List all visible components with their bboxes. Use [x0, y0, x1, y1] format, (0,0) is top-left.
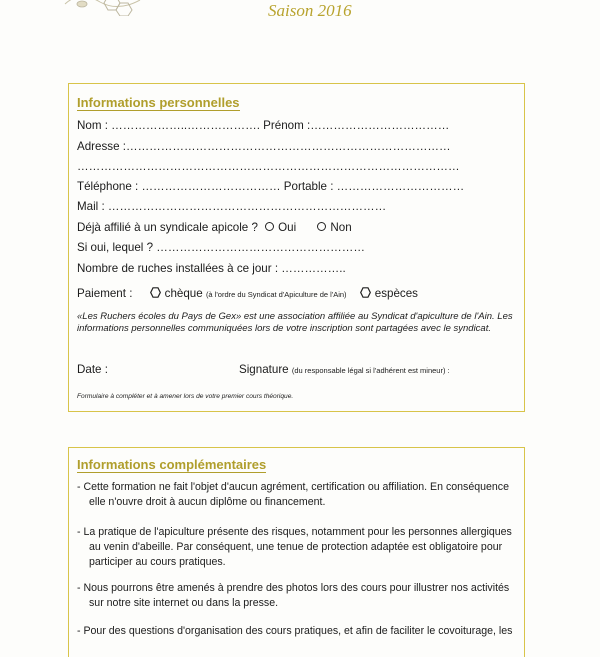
list-item-text: - Pour des questions d'organisation des cours pratiques, et afin de faciliter le covoiturage, les: [77, 625, 513, 637]
hexagon-checkbox-icon[interactable]: [360, 287, 371, 298]
radio-oui[interactable]: [265, 222, 274, 231]
payment-cheque-option[interactable]: [136, 287, 347, 302]
complementary-info-title: Informations complémentaires: [77, 457, 267, 472]
syndicate-name-field[interactable]: Si oui, lequel ? ………………………………………………: [77, 241, 365, 254]
payment-label: Paiement :: [77, 287, 133, 300]
list-item-text: - Cette formation ne fait l'objet d'aucun agrément, certification ou affiliation. En conséquence: [77, 481, 509, 493]
association-note: «Les Ruchers écoles du Pays de Gex» est une association affiliée au Syndicat d'apiculture de l'Ain. Les informations personnelles communiquées lors de votre inscription sont partagées avec le syndicat.: [77, 311, 513, 334]
list-item-continuation: sur notre site internet ou dans la presse.: [89, 597, 279, 609]
list-item: [77, 581, 517, 611]
list-item-text: - La pratique de l'apiculture présente des risques, notamment pour les personnes allergiques: [77, 526, 512, 538]
list-item: [77, 480, 517, 510]
especes-label: espèces: [374, 287, 418, 300]
complementary-info-section: [68, 447, 525, 657]
list-item: [77, 624, 517, 639]
hexagon-checkbox-icon[interactable]: [150, 287, 161, 298]
radio-non[interactable]: [317, 222, 326, 231]
bee-hive-logo: [60, 0, 150, 16]
phone-field[interactable]: Téléphone : ……………………………… Portable : ……………………………: [77, 180, 465, 193]
oui-label: Oui: [278, 221, 297, 234]
season-title: Saison 2016: [268, 1, 352, 20]
payment-especes-option[interactable]: [350, 287, 418, 301]
personal-info-section: [68, 83, 525, 412]
signature-row[interactable]: [239, 363, 450, 378]
affiliation-row: [77, 221, 352, 235]
address-field[interactable]: Adresse :…………………………………………………………………………: [77, 140, 451, 153]
cheque-label: chèque: [164, 287, 203, 300]
list-item-continuation: au venin d'abeille. Par conséquent, une tenue de protection adaptée est obligatoire pour participer au cours pratiques.: [89, 541, 503, 568]
affiliation-question: Déjà affilié à un syndicale apicole ?: [77, 221, 258, 234]
hive-count-field[interactable]: Nombre de ruches installées à ce jour : ……………..: [77, 262, 346, 275]
personal-info-title: Informations personnelles: [77, 95, 240, 110]
form-footnote: Formulaire à compléter et à amener lors de votre premier cours théorique.: [77, 393, 294, 400]
signature-note: (du responsable légal si l'adhérent est mineur) :: [291, 366, 450, 375]
name-field[interactable]: Nom : ………………..………………. Prénom :………………………………: [77, 119, 450, 132]
affiliation-oui-option[interactable]: [261, 221, 296, 235]
date-label[interactable]: Date :: [77, 363, 108, 376]
address-line-2-field[interactable]: ………………………………………………………………………………………: [77, 160, 460, 173]
cheque-note: (à l'ordre du Syndicat d'Apiculture de l'Ain): [205, 290, 347, 299]
list-item: [77, 525, 517, 570]
signature-label: Signature: [239, 363, 289, 376]
affiliation-non-option[interactable]: [313, 221, 351, 235]
payment-row: [77, 287, 418, 302]
mail-field[interactable]: Mail : ………………………………………………………………: [77, 200, 387, 213]
list-item-continuation: elle n'ouvre droit à aucun diplôme ou financement.: [89, 496, 326, 508]
list-item-text: - Nous pourrons être amenés à prendre des photos lors des cours pour illustrer nos activités: [77, 582, 510, 594]
non-label: Non: [330, 221, 352, 234]
